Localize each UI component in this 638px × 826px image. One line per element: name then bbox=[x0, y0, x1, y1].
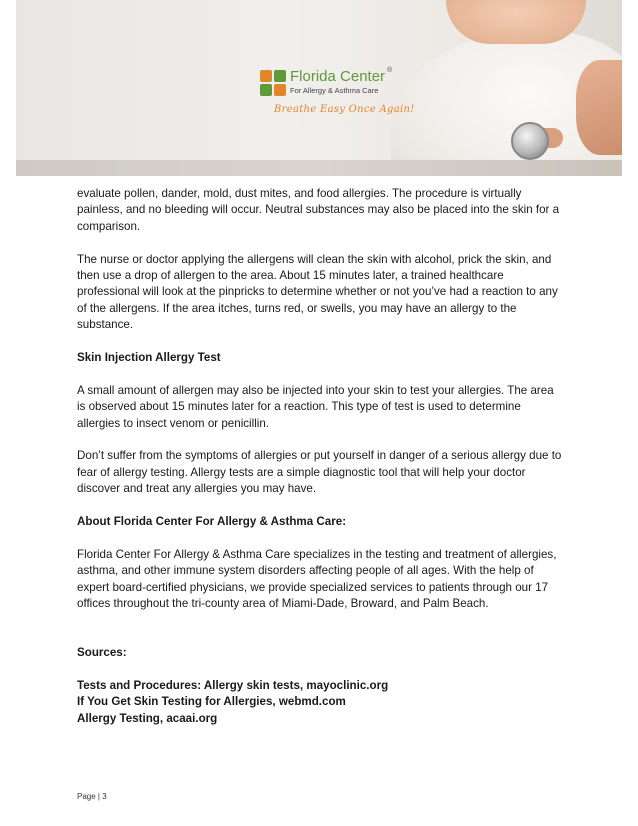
paragraph-dont-suffer: Don’t suffer from the symptoms of allergies or put yourself in danger of a serious allergy due to fear of allergy testing. Allergy tests are a simple diagnostic tool that will help your doctor discover and treat any allergies you may have. bbox=[77, 449, 562, 496]
heading-skin-injection: Skin Injection Allergy Test bbox=[77, 351, 221, 365]
child-face-image bbox=[446, 0, 586, 44]
header-bottom-bar bbox=[16, 160, 622, 176]
logo-sun-icon bbox=[260, 70, 272, 82]
logo-tagline: Breathe Easy Once Again! bbox=[274, 104, 415, 115]
paragraph-about: Florida Center For Allergy & Asthma Care specializes in the testing and treatment of allergies, asthma, and other immune system disorders affecting people of all ages. With the help of expert board-certified physicians, we provide specialized services to patients through our 17 offices throughout the tri-county area of Miami-Dade, Broward, and Palm Beach. bbox=[77, 547, 557, 611]
paragraph-procedure: The nurse or doctor applying the allergens will clean the skin with alcohol, prick the skin, and then use a drop of allergen to the area. About 15 minutes later, a trained healthcare professional will look at the pinpricks to determine whether or not you’ve had a reaction to any of the allergens. If the area itches, turns red, or swells, you may have an allergy to the substance. bbox=[77, 252, 558, 332]
logo-title: Florida Center bbox=[290, 68, 386, 85]
logo-bird-icon bbox=[274, 84, 286, 96]
heading-sources: Sources: bbox=[77, 646, 127, 660]
page-content bbox=[77, 186, 565, 727]
paragraph-skin-prick: evaluate pollen, dander, mold, dust mites, and food allergies. The procedure is virtually painless, and no bleeding will occur. Neutral substances may also be placed into the skin for a comparison. bbox=[77, 187, 560, 233]
logo bbox=[260, 67, 415, 122]
stethoscope-icon bbox=[511, 122, 549, 160]
source-item: Tests and Procedures: Allergy skin tests, mayoclinic.org bbox=[77, 679, 389, 693]
doctor-hand-image bbox=[576, 60, 622, 155]
sources-list bbox=[77, 678, 565, 727]
source-item: Allergy Testing, acaai.org bbox=[77, 711, 218, 725]
header-banner bbox=[16, 0, 622, 176]
page-number: Page | 3 bbox=[77, 792, 107, 801]
logo-leaf-icon bbox=[274, 70, 286, 82]
paragraph-injection: A small amount of allergen may also be injected into your skin to test your allergies. The area is observed about 15 minutes later for a reaction. This type of test is used to determine allergies to insect venom or penicillin. bbox=[77, 383, 554, 430]
spacer bbox=[77, 629, 565, 645]
logo-subtitle: For Allergy & Asthma Care bbox=[290, 86, 379, 95]
heading-about: About Florida Center For Allergy & Asthma Care: bbox=[77, 515, 347, 529]
logo-hands-icon bbox=[260, 84, 272, 96]
source-item: If You Get Skin Testing for Allergies, webmd.com bbox=[77, 695, 346, 709]
logo-registered-mark: ® bbox=[387, 67, 393, 74]
logo-icon bbox=[260, 70, 286, 96]
